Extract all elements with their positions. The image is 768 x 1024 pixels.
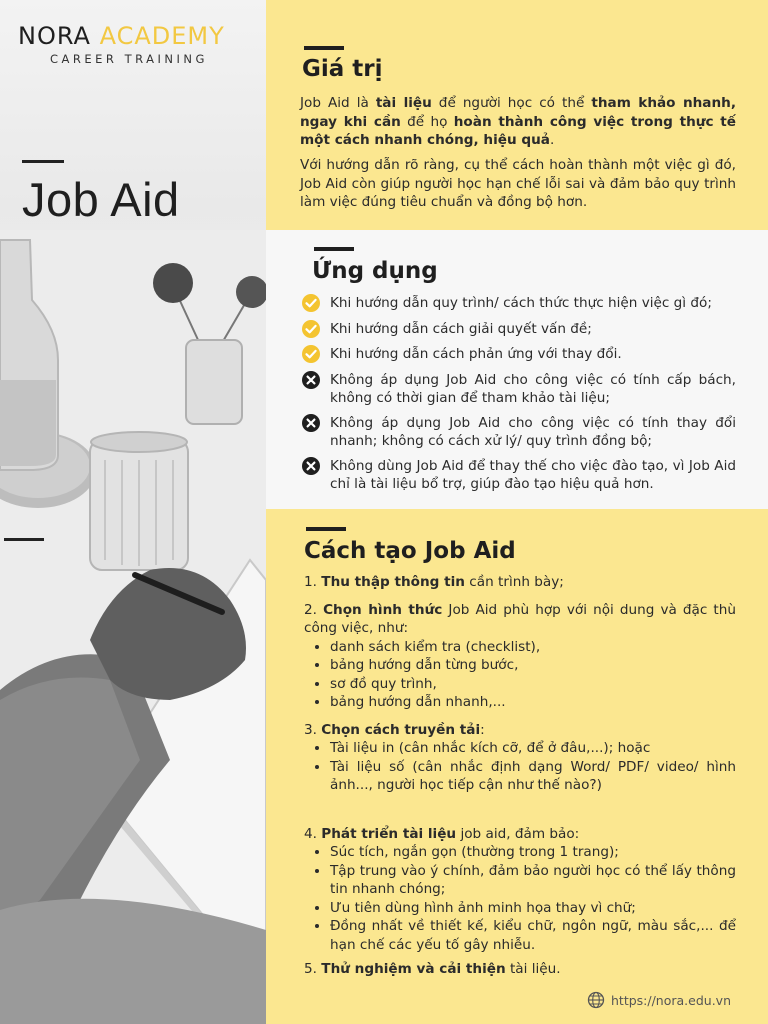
step-number: 2. — [304, 601, 324, 618]
title-dash — [22, 160, 64, 163]
bullet-item: • Tập trung vào ý chính, đảm bảo người học có thể lấy thông tin nhanh chóng; — [330, 862, 736, 899]
gia-tri-paragraph-2: Với hướng dẫn rõ ràng, cụ thể cách hoàn thành một việc gì đó, Job Aid còn giúp người học hạn chế lỗi sai và đảm bảo quy trình làm việc đúng tiêu chuẩn và đồng bộ hơn. — [300, 157, 736, 210]
section-cach-tao — [266, 509, 768, 1024]
check-circle-icon — [301, 344, 321, 364]
usage-item — [301, 345, 736, 364]
step-number: 5. — [304, 961, 322, 977]
usage-item-text: Không áp dụng Job Aid cho công việc có tính cấp bách, không có thời gian để tham khảo tài liệu; — [330, 371, 736, 406]
website-url[interactable]: https://nora.edu.vn — [611, 992, 731, 1008]
section-bar — [304, 46, 344, 50]
step-number: 1. — [304, 574, 322, 590]
text-run: để họ — [400, 113, 454, 130]
usage-item-text: Không áp dụng Job Aid cho công việc có tính thay đổi nhanh; không có cách xử lý/ quy trình đồng bộ; — [330, 414, 736, 449]
usage-item-text: Khi hướng dẫn quy trình/ cách thức thực hiện việc gì đó; — [330, 295, 712, 311]
check-circle-icon — [301, 319, 321, 339]
step-number: 3. — [304, 721, 322, 738]
bullet-item: • bảng hướng dẫn nhanh,... — [330, 693, 736, 712]
bullet-item: • danh sách kiểm tra (checklist), — [330, 638, 736, 657]
bullet-item: • Tài liệu số (cân nhắc định dạng Word/ PDF/ video/ hình ảnh..., người học tiếp cận như thế nào?) — [330, 758, 736, 795]
usage-item-text: Khi hướng dẫn cách phản ứng với thay đổi. — [330, 346, 622, 362]
decor-dash — [4, 538, 44, 541]
bullet-item: • Ưu tiên dùng hình ảnh minh họa thay vì chữ; — [330, 899, 736, 918]
usage-item — [301, 320, 736, 339]
brand-logo — [18, 22, 258, 66]
bullet-item: • bảng hướng dẫn từng bước, — [330, 656, 736, 675]
text-run: Job Aid là — [300, 95, 376, 111]
left-photo-panel — [0, 0, 266, 1024]
x-circle-icon — [301, 413, 321, 433]
step-text: tài liệu. — [505, 961, 561, 977]
step-text: : — [480, 721, 485, 738]
step-title: Thu thập thông tin — [321, 574, 465, 590]
bold-run: tài liệu — [375, 95, 432, 111]
step-number: 4. — [304, 825, 322, 842]
section-bar — [306, 527, 346, 531]
step-4-bullets — [304, 843, 736, 954]
step-4 — [304, 825, 736, 955]
check-circle-icon — [301, 293, 321, 313]
usage-list — [301, 294, 736, 500]
step-2 — [304, 601, 736, 712]
step-title: Thử nghiệm và cải thiện — [321, 961, 506, 977]
section-bar — [314, 247, 354, 251]
step-1 — [304, 573, 736, 592]
usage-item-text: Khi hướng dẫn cách giải quyết vấn đề; — [330, 320, 592, 337]
gia-tri-paragraph-1 — [300, 94, 736, 150]
text-run: . — [549, 132, 555, 148]
text-run: để người học có thể — [431, 95, 592, 111]
brand-name — [18, 22, 258, 50]
usage-item — [301, 414, 736, 451]
x-circle-icon — [301, 456, 321, 476]
website-link[interactable] — [587, 991, 731, 1009]
bold-run: hoàn thành công việc trong thực tế một cách nhanh chóng, hiệu quả — [300, 113, 736, 148]
step-text: Job Aid phù hợp với nội dung và đặc thù công việc, như: — [304, 601, 736, 636]
section-heading: Cách tạo Job Aid — [304, 538, 516, 564]
step-title: Phát triển tài liệu — [321, 825, 457, 842]
section-heading: Ứng dụng — [312, 258, 438, 284]
step-text: job aid, đảm bảo: — [456, 825, 580, 842]
desk-photo — [0, 0, 266, 1024]
steps-list — [304, 573, 736, 979]
bullet-item: • Tài liệu in (cân nhắc kích cỡ, để ở đâu,...); hoặc — [330, 739, 736, 758]
globe-icon — [587, 991, 605, 1009]
page-title: Job Aid — [22, 173, 180, 226]
brand-name-part1: NORA — [18, 22, 91, 50]
bullet-item: • sơ đồ quy trình, — [330, 675, 736, 694]
brand-tagline: CAREER TRAINING — [50, 52, 208, 66]
bullet-item: • Đồng nhất về thiết kế, kiểu chữ, ngôn ngữ, màu sắc,... để hạn chế các yếu tố gây nhiễu. — [330, 917, 736, 954]
usage-item — [301, 371, 736, 408]
step-3 — [304, 721, 736, 795]
step-title: Chọn cách truyền tải — [321, 721, 481, 738]
section-ung-dung — [266, 230, 768, 509]
section-heading: Giá trị — [302, 56, 383, 82]
bold-run: tham khảo nhanh, ngay khi cần — [300, 95, 736, 130]
step-3-bullets — [304, 739, 736, 795]
usage-item — [301, 294, 736, 313]
usage-item — [301, 457, 736, 494]
step-title: Chọn hình thức — [323, 601, 443, 618]
x-circle-icon — [301, 370, 321, 390]
brand-name-part2: ACADEMY — [99, 22, 225, 50]
step-5 — [304, 960, 736, 979]
step-2-bullets — [304, 638, 736, 712]
bullet-item: • Súc tích, ngắn gọn (thường trong 1 trang); — [330, 843, 736, 862]
usage-item-text: Không dùng Job Aid để thay thế cho việc đào tạo, vì Job Aid chỉ là tài liệu bổ trợ, giúp đào tạo hiệu quả hơn. — [330, 457, 736, 492]
step-text: cần trình bày; — [464, 574, 564, 590]
section-gia-tri — [266, 0, 768, 230]
